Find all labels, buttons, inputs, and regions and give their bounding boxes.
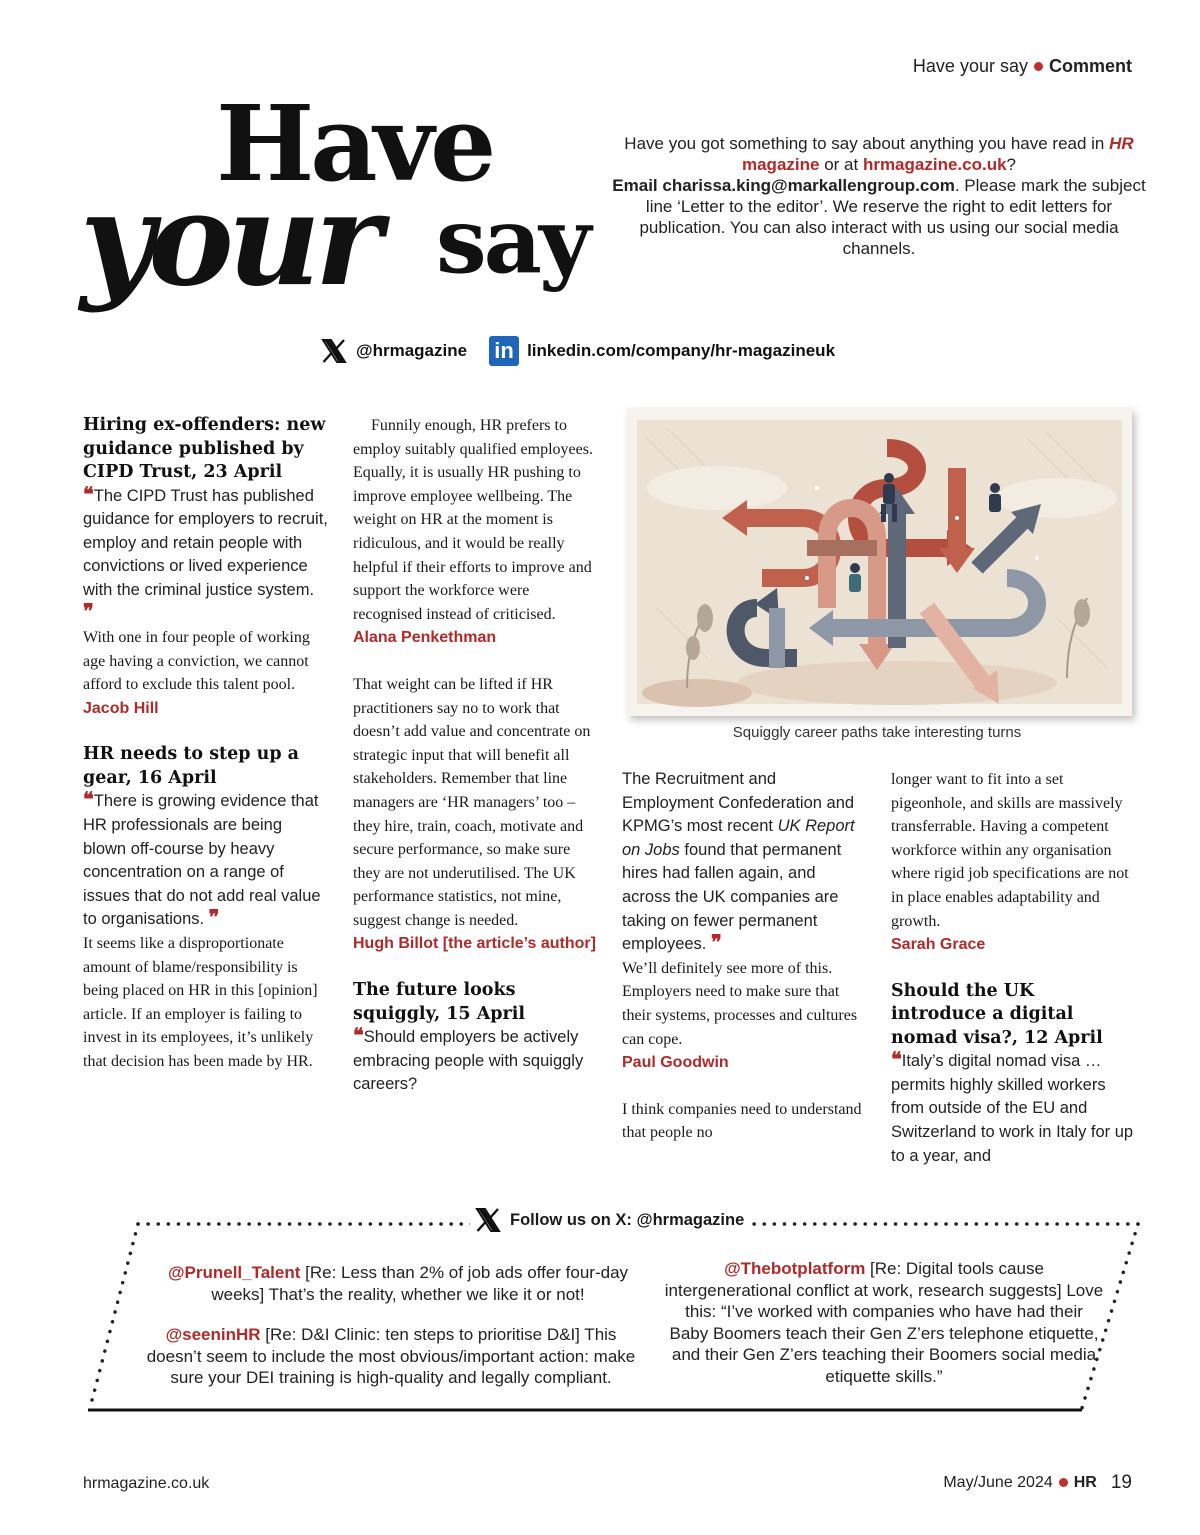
tweet-text: [Re: Less than 2% of job ads offer four-day weeks] That’s the reality, whether we like it or not! — [211, 1263, 629, 1304]
follow-us-box — [86, 1210, 1142, 1414]
column-2 — [353, 414, 599, 1097]
title-line-your: your — [80, 165, 377, 315]
running-header — [913, 56, 1132, 77]
close-quote-icon: ❞ — [83, 599, 94, 624]
tweet-handle[interactable]: @Thebotplatform — [724, 1259, 866, 1278]
tweet-text: [Re: D&I Clinic: ten steps to prioritise D&I] This doesn’t seem to include the most obvious/important action: make sure your DEI training is high-quality and legally compliant. — [146, 1325, 636, 1387]
intro-site-link[interactable]: hrmagazine.co.uk — [862, 155, 1007, 174]
column-4 — [891, 768, 1135, 1168]
letter-heading: Hiring ex-offenders: new guidance published by CIPD Trust, 23 April — [83, 415, 326, 482]
tweet-thebotplatform — [664, 1258, 1104, 1387]
follow-title-text[interactable]: Follow us on X: @hrmagazine — [510, 1210, 745, 1229]
magazine-name: HR — [1073, 1474, 1097, 1491]
open-quote-icon: ❝ — [83, 787, 94, 812]
quote-text: Should employers be actively embracing people with squiggly careers? — [353, 1028, 584, 1094]
x-logo-icon — [474, 1206, 502, 1234]
page-number: 19 — [1110, 1472, 1132, 1493]
social-row — [320, 336, 835, 366]
letter-quote — [891, 1047, 1135, 1168]
tweet-handle[interactable]: @Prunell_Talent — [167, 1263, 301, 1282]
letter-body: That weight can be lifted if HR practitioners say no to work that doesn’t add value and concentrate on strategic input that will benefit all stakeholders. Remember that line managers are ‘HR managers’ too – they hire, train, coach, motivate and secure performance, so make sure they are not underutilised. The UK performance statistics, not mine, suggest change is needed. — [353, 675, 591, 929]
close-quote-icon: ❞ — [208, 905, 220, 930]
intro-text-4: . Please mark the subject line ‘Letter to the editor’. We reserve the right to edit letters for publication. You can also interact with us using our social media channels. — [639, 176, 1146, 258]
open-quote-icon: ❝ — [353, 1023, 364, 1048]
intro-text-2: or at — [819, 155, 863, 174]
arrows-illustration-image — [627, 408, 1132, 716]
open-quote-icon: ❝ — [83, 481, 94, 506]
quote-text: The Recruitment and Employment Confederation and KPMG’s most recent — [622, 770, 855, 836]
column-1 — [83, 414, 329, 1074]
x-logo-icon — [320, 337, 348, 365]
open-quote-icon: ❝ — [891, 1047, 902, 1072]
letter-quote — [353, 1023, 599, 1097]
title-line-have: Have — [216, 82, 493, 205]
intro-email[interactable]: Email charissa.king@markallengroup.com — [612, 176, 955, 195]
letter-author: Jacob Hill — [83, 699, 159, 717]
tweet-prunell — [148, 1262, 648, 1305]
letter-body: I think companies need to understand that people no — [622, 1100, 862, 1142]
x-handle-link[interactable]: @hrmagazine — [356, 341, 468, 360]
tweet-text: [Re: Digital tools cause intergenerational conflict at work, research suggests] Love this: “I’ve worked with companies who have had their Baby Boomers teach their Gen Z’ers telephone etiquette, and their Gen Z’ers teaching their Boomers social media etiquette skills.” — [664, 1259, 1104, 1386]
letter-body: With one in four people of working age having a conviction, we cannot afford to exclude this talent pool. — [83, 629, 310, 694]
close-quote-icon: ❞ — [710, 930, 722, 955]
tweet-seeninhr — [136, 1324, 646, 1389]
magazine-word: magazine — [741, 155, 820, 174]
footer-site[interactable]: hrmagazine.co.uk — [83, 1475, 210, 1492]
letter-body: longer want to fit into a set pigeonhole, and skills are massively transferrable. Having a competent workforce within any organisation where rigid job specifications are not in place enables adaptability and growth. — [891, 771, 1129, 930]
category-label: Comment — [1048, 56, 1132, 76]
letter-author: Hugh Billot [the article’s author] — [353, 935, 596, 953]
letter-heading: Should the UK introduce a digital nomad visa?, 12 April — [891, 980, 1103, 1048]
letter-author: Alana Penkethman — [353, 629, 497, 647]
squiggly-paths-illustration — [627, 408, 1132, 716]
report-title: UK Report on Jobs — [622, 817, 855, 859]
section-label: Have your say — [912, 56, 1028, 76]
quote-text: The CIPD Trust has published guidance for employers to recruit, employ and retain people with convictions or lived experience with the criminal justice system. — [83, 486, 328, 599]
intro-paragraph — [612, 133, 1146, 259]
linkedin-icon: in — [489, 336, 519, 366]
linkedin-link[interactable]: linkedin.com/company/hr-magazineuk — [527, 341, 836, 360]
footer-issue — [943, 1472, 1132, 1494]
letter-quote — [83, 481, 329, 627]
letter-author: Paul Goodwin — [622, 1054, 729, 1072]
illustration-caption: Squiggly career paths take interesting turns — [732, 724, 1022, 741]
quote-text: There is growing evidence that HR professionals are being blown off-course by heavy concentration on a range of issues that do not add real value to organisations. — [83, 792, 321, 929]
quote-text: found that permanent hires had fallen again, and across the UK companies are taking on fewer permanent employees. — [622, 840, 842, 954]
letter-body: We’ll definitely see more of this. Employers need to make sure that their systems, processes and cultures can cope. — [622, 959, 858, 1048]
letter-heading: The future looks squiggly, 15 April — [353, 980, 526, 1024]
intro-text-3: ? — [1006, 155, 1017, 174]
intro-text-1: Have you got something to say about anything you have read in — [624, 134, 1110, 153]
letter-author: Sarah Grace — [891, 936, 986, 954]
hr-italic: HR — [1109, 134, 1134, 153]
letter-body: Funnily enough, HR prefers to employ suitably qualified employees. Equally, it is usually HR pushing to improve employee wellbeing. The weight on HR at the moment is ridiculous, and it would be really helpful if their efforts to improve and support the workforce were recognised instead of criticised. — [353, 417, 593, 623]
issue-date: May/June 2024 — [943, 1474, 1053, 1491]
title-line-say: say — [436, 188, 589, 294]
bullet-dot-icon — [1059, 1478, 1068, 1487]
bullet-dot-icon — [1034, 62, 1043, 71]
follow-title — [470, 1206, 748, 1234]
tweet-handle[interactable]: @seeninHR — [165, 1325, 261, 1344]
letter-quote — [622, 768, 864, 957]
quote-text: Italy’s digital nomad visa … permits highly skilled workers from outside of the EU and Switzerland to work in Italy for up to a year, and — [891, 1052, 1134, 1165]
letter-body: It seems like a disproportionate amount of blame/responsibility is being placed on HR in this [opinion] article. If an employer is failing to invest in its employees, it’s unlikely that decision has been made by HR. — [83, 935, 318, 1070]
letter-heading: HR needs to step up a gear, 16 April — [83, 744, 299, 788]
column-3 — [622, 768, 864, 1145]
letter-quote — [83, 787, 329, 932]
